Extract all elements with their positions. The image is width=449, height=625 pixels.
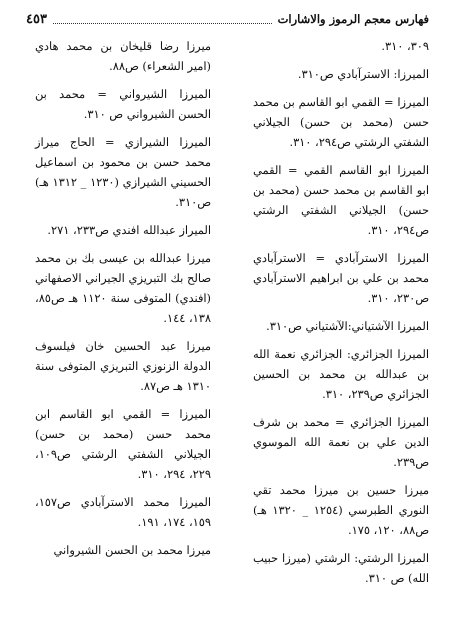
index-entry: ميرزا عبدالله بن عيسى بك بن محمد صالح بك التبريزي الجيراني الاصفهاني (افندي) المتوفى سنة ١١٢٠ هـ ص٨٥، ١٣٨، ١٤٤. <box>35 251 211 325</box>
index-entry: الميرزا الشيرازي = الحاج ميراز محمد حسن بن محمود بن اسماعيل الحسيني الشيرازي (١٢٣٠ _ ١٣١٢ هـ) ص٣١٠. <box>35 135 211 209</box>
index-entry: ميرزا عبد الحسين خان فيلسوف الدولة الزنوزي التبريزي المتوفى سنة ١٣١٠ هـ ص٨٧. <box>35 339 211 393</box>
index-entry: الميرزا الرشتي: الرشتي (ميرزا حبيب الله) ص ٣١٠. <box>253 551 429 585</box>
left-column <box>35 36 211 568</box>
right-column <box>253 36 429 596</box>
index-entry: الميرزا الشيرواني = محمد بن الحسن الشيرواني ص ٣١٠. <box>35 87 211 121</box>
index-entry: ٣٠٩، ٣١٠. <box>381 39 429 53</box>
page-number: ٤٥٣ <box>26 11 47 27</box>
index-entry: الميرزا = القمي ابو القاسم ابن محمد حسن (محمد بن حسن) الجيلاني الشفتي الرشتي ص١٠٩، ٢٢٩، ٢٩٤، ٣١٠. <box>35 407 211 481</box>
index-entry: الميرزا: الاسترآبادي ص٣١٠. <box>297 67 429 81</box>
index-entry: ميرزا رضا قليخان بن محمد هادي (امير الشعراء) ص٨٨. <box>35 39 211 73</box>
index-entry: الميراز عبدالله افندي ص٢٣٣، ٢٧١. <box>47 223 211 237</box>
index-entry: ميرزا محمد بن الحسن الشيرواني <box>53 543 211 557</box>
header-dotted-leader <box>53 15 272 24</box>
running-header <box>26 8 429 30</box>
header-title: فهارس معجم الرموز والاشارات <box>277 12 429 26</box>
index-entry: الميرزا الجزائري = محمد بن شرف الدين علي بن نعمة الله الموسوي ص٢٣٩. <box>253 415 429 469</box>
index-entry: الميرزا الجزائري: الجزائري نعمة الله بن عبدالله بن محمد بن الحسين الجزائري ص٢٣٩، ٣١٠. <box>253 347 429 401</box>
index-entry: الميرزا محمد الاسترآبادي ص١٥٧، ١٥٩، ١٧٤، ١٩١. <box>35 495 211 529</box>
index-entry: الميرزا = القمي ابو القاسم بن محمد حسن (محمد بن حسن) الجيلاني الشفتي الرشتي ص٢٩٤، ٣١٠. <box>253 95 429 149</box>
index-entry: الميرزا الآشتياني:الآشتياني ص٣١٠. <box>266 319 429 333</box>
index-entry: ميرزا حسين بن ميرزا محمد تقي النوري الطبرسي (١٢٥٤ _ ١٣٢٠ هـ) ص٨٨، ١٢٠، ١٧٥. <box>253 483 429 537</box>
index-entry: الميرزا الاسترآبادي = الاسترآبادي محمد بن علي بن ابراهيم الاسترآبادي ص٢٣٠، ٣١٠. <box>253 251 429 305</box>
index-entry: الميرزا ابو القاسم القمي = القمي ابو القاسم بن محمد حسن (محمد بن حسن) الجيلاني الشفتي الرشتي ص٢٩٤، ٣١٠. <box>253 163 429 237</box>
